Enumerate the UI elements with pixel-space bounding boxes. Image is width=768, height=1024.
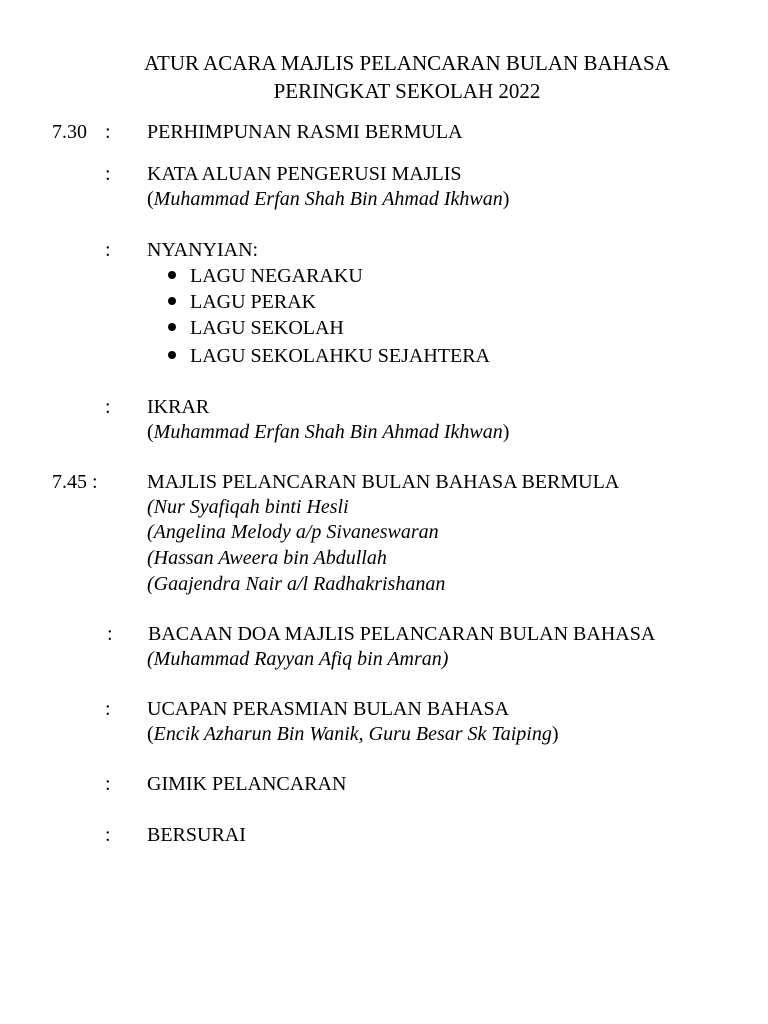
agenda-title: BACAAN DOA MAJLIS PELANCARAN BULAN BAHASA bbox=[148, 623, 656, 645]
paren-close: ) bbox=[551, 723, 559, 745]
agenda-person: (Hassan Aweera bin Abdullah bbox=[147, 547, 387, 569]
paren-close: ) bbox=[502, 188, 510, 210]
paren-close: ) bbox=[502, 421, 510, 443]
agenda-title: PERHIMPUNAN RASMI BERMULA bbox=[147, 121, 463, 143]
bullet-icon bbox=[168, 351, 176, 359]
person-name: Muhammad Erfan Shah Bin Ahmad Ikhwan bbox=[153, 188, 503, 210]
agenda-person: (Gaajendra Nair a/l Radhakrishanan bbox=[147, 573, 446, 595]
agenda-title: KATA ALUAN PENGERUSI MAJLIS bbox=[147, 163, 462, 185]
document-title-line-2: PERINGKAT SEKOLAH 2022 bbox=[273, 79, 541, 103]
agenda-colon: : bbox=[105, 163, 111, 185]
paren-open: ( bbox=[147, 723, 154, 745]
agenda-colon: : bbox=[105, 824, 111, 846]
agenda-colon: : bbox=[105, 773, 111, 795]
bullet-icon bbox=[168, 297, 176, 305]
bullet-icon bbox=[168, 271, 176, 279]
song-title: LAGU SEKOLAH bbox=[190, 317, 344, 339]
agenda-time: 7.45 : bbox=[52, 471, 98, 493]
agenda-title: UCAPAN PERASMIAN BULAN BAHASA bbox=[147, 698, 510, 720]
song-list-item bbox=[168, 315, 344, 341]
song-list-item bbox=[168, 263, 363, 289]
song-title: LAGU PERAK bbox=[190, 291, 317, 313]
agenda-person bbox=[147, 187, 509, 212]
agenda-colon: : bbox=[105, 698, 111, 720]
paren-open: ( bbox=[147, 188, 154, 210]
person-name: Muhammad Erfan Shah Bin Ahmad Ikhwan bbox=[153, 421, 503, 443]
agenda-colon: : bbox=[107, 623, 113, 645]
document-title-line-1: ATUR ACARA MAJLIS PELANCARAN BULAN BAHASA bbox=[144, 51, 670, 75]
agenda-title: NYANYIAN: bbox=[147, 239, 259, 261]
song-list-item bbox=[168, 289, 316, 315]
agenda-title: IKRAR bbox=[147, 396, 210, 418]
paren-open: ( bbox=[147, 421, 154, 443]
agenda-title: GIMIK PELANCARAN bbox=[147, 773, 347, 795]
bullet-icon bbox=[168, 323, 176, 331]
song-list-item bbox=[168, 343, 490, 369]
person-name: Encik Azharun Bin Wanik, Guru Besar Sk Taiping bbox=[153, 723, 552, 745]
song-title: LAGU SEKOLAHKU SEJAHTERA bbox=[190, 345, 490, 367]
agenda-colon: : bbox=[105, 396, 111, 418]
agenda-title: BERSURAI bbox=[147, 824, 246, 846]
agenda-title: MAJLIS PELANCARAN BULAN BAHASA BERMULA bbox=[147, 471, 620, 493]
song-title: LAGU NEGARAKU bbox=[190, 265, 363, 287]
agenda-person: (Nur Syafiqah binti Hesli bbox=[147, 496, 349, 518]
agenda-person bbox=[147, 420, 509, 445]
agenda-colon: : bbox=[105, 121, 111, 143]
agenda-time: 7.30 bbox=[52, 121, 87, 143]
agenda-colon: : bbox=[105, 239, 111, 261]
agenda-person bbox=[147, 722, 559, 747]
agenda-person: (Muhammad Rayyan Afiq bin Amran) bbox=[147, 648, 449, 670]
agenda-person: (Angelina Melody a/p Sivaneswaran bbox=[147, 521, 439, 543]
